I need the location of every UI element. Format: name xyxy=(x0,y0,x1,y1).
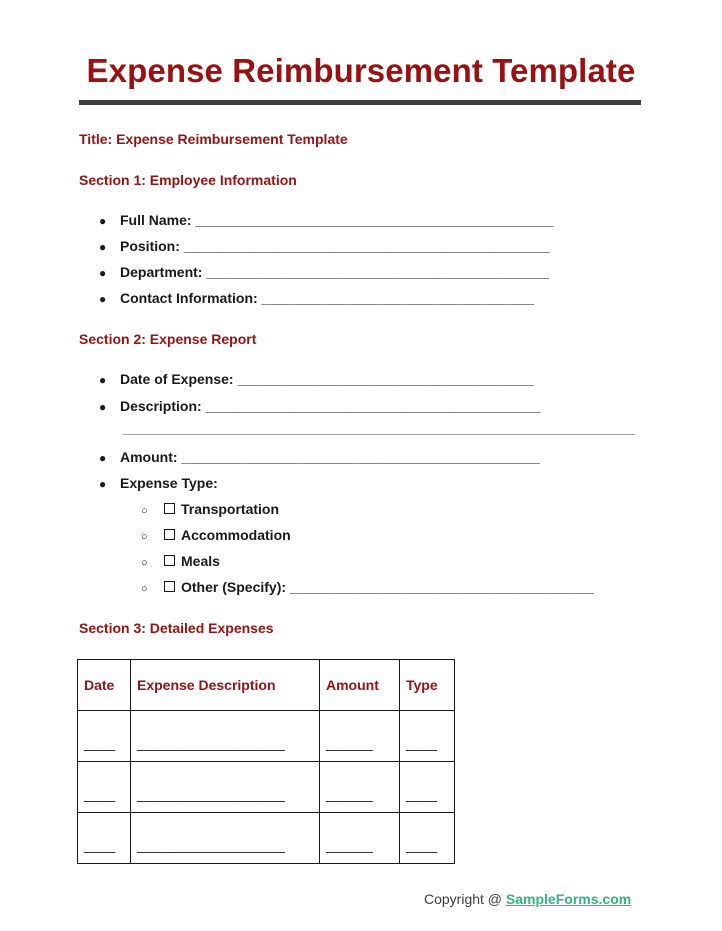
circle-bullet-icon: ○ xyxy=(141,531,148,543)
field-full-name: Full Name: ______________________________________________ xyxy=(120,212,554,228)
field-description: Description: ___________________________________________ xyxy=(120,398,541,414)
checkbox[interactable] xyxy=(164,529,175,540)
field-department: Department: ____________________________________________ xyxy=(120,264,549,280)
detailed-expenses-table xyxy=(77,659,455,864)
field-position: Position: _______________________________________________ xyxy=(120,238,550,254)
section-2-heading: Section 2: Expense Report xyxy=(79,331,257,347)
circle-bullet-icon: ○ xyxy=(141,583,148,595)
title-divider xyxy=(79,100,641,105)
option-label: Accommodation xyxy=(181,527,291,543)
section-3-heading: Section 3: Detailed Expenses xyxy=(79,620,274,636)
list-item-amount xyxy=(99,449,540,465)
table-cell: ______ xyxy=(320,762,400,813)
section-1-heading: Section 1: Employee Information xyxy=(79,172,297,188)
copyright-notice xyxy=(424,891,631,907)
table-cell: ____ xyxy=(400,711,455,762)
table-cell: ____ xyxy=(400,813,455,864)
table-row xyxy=(78,762,455,813)
table-cell: ______ xyxy=(320,813,400,864)
list-item-date-of-expense xyxy=(99,371,533,387)
page-title: Expense Reimbursement Template xyxy=(86,52,636,89)
table-cell: ____ xyxy=(78,813,131,864)
table-cell: ____ xyxy=(400,762,455,813)
table-cell: ______ xyxy=(320,711,400,762)
bullet-icon: ● xyxy=(99,266,107,280)
expense-type-option-other xyxy=(141,579,594,595)
column-header-type: Type xyxy=(400,660,455,711)
list-item-description xyxy=(99,398,540,414)
bullet-icon: ● xyxy=(99,214,107,228)
bullet-icon: ● xyxy=(99,477,107,491)
bullet-icon: ● xyxy=(99,451,107,465)
circle-bullet-icon: ○ xyxy=(141,505,148,517)
table-cell: ___________________ xyxy=(131,762,320,813)
list-item-position xyxy=(99,238,550,254)
circle-bullet-icon: ○ xyxy=(141,557,148,569)
field-expense-type: Expense Type: xyxy=(120,475,218,491)
table-header-row xyxy=(78,660,455,711)
field-contact-information: Contact Information: ___________________________________ xyxy=(120,290,535,306)
table-cell: ___________________ xyxy=(131,711,320,762)
expense-type-option-transportation xyxy=(141,501,279,517)
column-header-description: Expense Description xyxy=(131,660,320,711)
table-row xyxy=(78,813,455,864)
document-title-line: Title: Expense Reimbursement Template xyxy=(79,131,348,147)
bullet-icon: ● xyxy=(99,373,107,387)
bullet-icon: ● xyxy=(99,292,107,306)
list-item-expense-type xyxy=(99,475,218,491)
option-label: Transportation xyxy=(181,501,280,517)
table-cell: ____ xyxy=(78,762,131,813)
column-header-date: Date xyxy=(78,660,131,711)
checkbox[interactable] xyxy=(164,555,175,566)
column-header-amount: Amount xyxy=(320,660,400,711)
description-continuation-line xyxy=(123,434,635,435)
list-item-full-name xyxy=(99,212,554,228)
brand-link[interactable]: SampleForms.com xyxy=(505,891,632,907)
list-item-department xyxy=(99,264,549,280)
table-row xyxy=(78,711,455,762)
bullet-icon: ● xyxy=(99,240,107,254)
table-cell: ___________________ xyxy=(131,813,320,864)
checkbox[interactable] xyxy=(164,581,175,592)
bullet-icon: ● xyxy=(99,400,107,414)
checkbox[interactable] xyxy=(164,503,175,514)
expense-type-option-accommodation xyxy=(141,527,291,543)
field-amount: Amount: ______________________________________________ xyxy=(120,449,540,465)
list-item-contact xyxy=(99,290,534,306)
expense-type-option-meals xyxy=(141,553,220,569)
option-label: Meals xyxy=(181,553,220,569)
field-date-of-expense: Date of Expense: ______________________________________ xyxy=(120,371,534,387)
copyright-prefix: Copyright @ xyxy=(424,891,506,907)
option-label: Other (Specify): _______________________________________ xyxy=(181,579,594,595)
table-cell: ____ xyxy=(78,711,131,762)
